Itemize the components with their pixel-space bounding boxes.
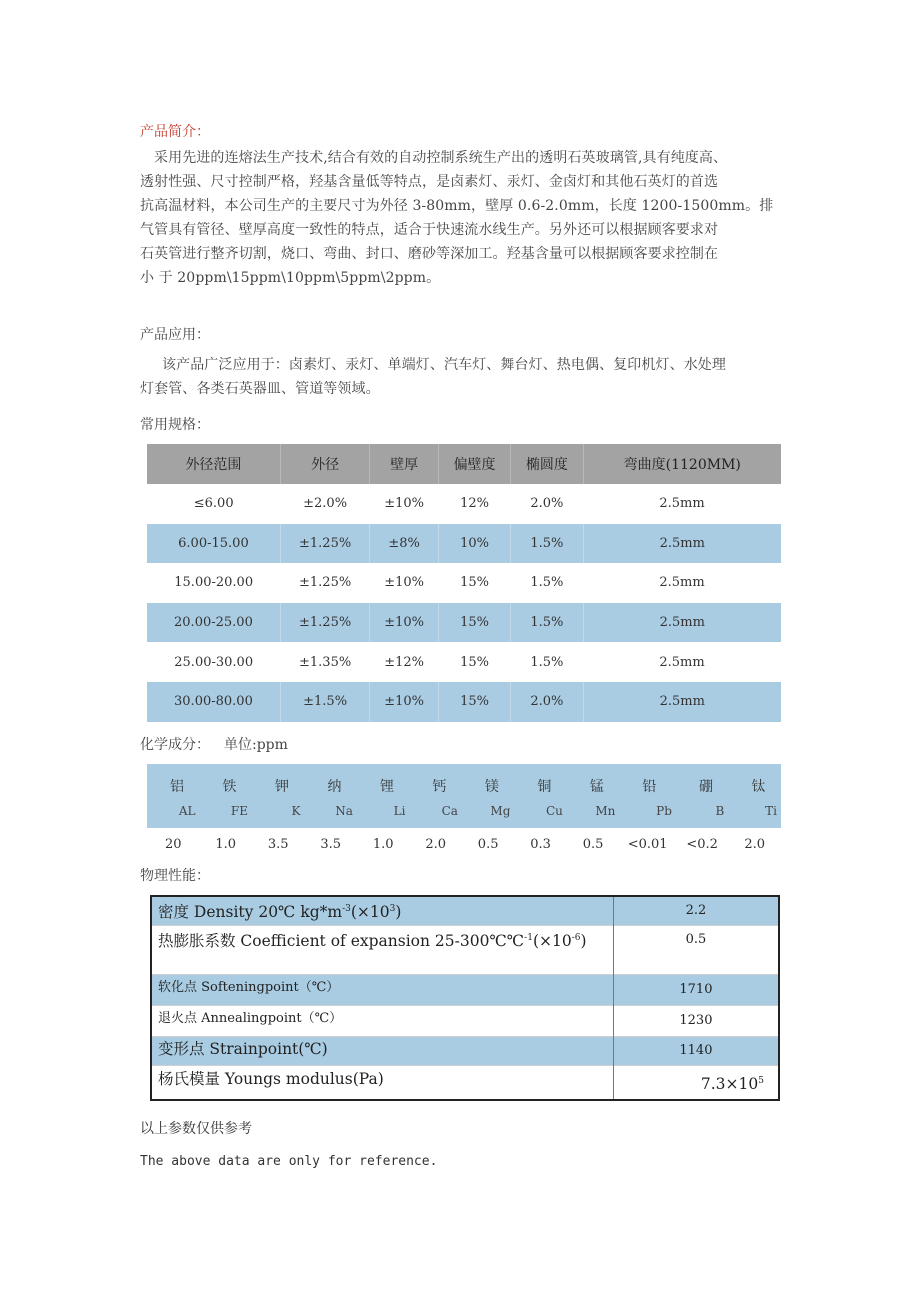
spec-header-cell: 壁厚 xyxy=(370,444,439,484)
phys-row xyxy=(151,896,779,926)
spec-cell: 2.5mm xyxy=(659,575,705,591)
phys-row xyxy=(151,1066,779,1101)
phys-label-text: 热膨胀系数 Coefficient of expansion 25-300℃℃ xyxy=(158,932,525,951)
phys-value: 1140 xyxy=(613,1037,779,1066)
application-title: 产品应用： xyxy=(140,327,210,343)
chem-header-cell xyxy=(252,764,304,828)
phys-row xyxy=(151,1006,779,1037)
phys-label-text: 密度 Density 20℃ kg*m xyxy=(158,903,343,922)
spec-header-cell: 外径 xyxy=(280,444,369,484)
chem-value-cell: 3.5 xyxy=(267,836,289,852)
element-cn: 钾 xyxy=(274,779,289,795)
intro-title: 产品简介： xyxy=(140,124,210,140)
intro-paragraph xyxy=(140,146,790,290)
phys-value xyxy=(613,1066,779,1101)
element-cn: 钛 xyxy=(751,779,766,795)
element-symbol: Pb xyxy=(656,804,672,818)
spec-table xyxy=(147,444,781,722)
spec-cell: 25.00-30.00 xyxy=(174,654,254,670)
phys-label-sup: -3 xyxy=(342,904,351,914)
spec-cell: 1.5% xyxy=(530,654,564,670)
spec-cell: 6.00-15.00 xyxy=(147,524,280,564)
spec-row xyxy=(147,603,781,643)
element-cn: 纳 xyxy=(327,779,342,795)
spec-header-cell: 椭圆度 xyxy=(511,444,583,484)
chem-header-row xyxy=(147,764,781,828)
phys-label: 退火点 Annealingpoint（℃） xyxy=(151,1006,613,1037)
spec-cell: 1.5% xyxy=(530,575,564,591)
chem-header-cell xyxy=(676,764,728,828)
chem-header-cell xyxy=(514,764,566,828)
phys-label-sup: 3 xyxy=(389,904,396,914)
phys-label-text: ) xyxy=(395,903,402,922)
element-symbol: K xyxy=(291,804,301,818)
spec-cell: ±10% xyxy=(384,496,425,512)
spec-header-cell: 外径范围 xyxy=(147,444,280,484)
chem-value-cell: 2.0 xyxy=(744,836,766,852)
element-cn: 镁 xyxy=(484,779,499,795)
spec-cell: 15.00-20.00 xyxy=(174,575,254,591)
phys-value: 0.5 xyxy=(613,926,779,975)
chem-value-cell: 1.0 xyxy=(372,836,394,852)
phys-value-sup: 5 xyxy=(758,1076,764,1086)
chem-header-cell xyxy=(728,764,781,828)
intro-line: 气管具有管径、壁厚高度一致性的特点，适合于快速流水线生产。另外还可以根据顾客要求对 xyxy=(140,222,719,238)
spec-row xyxy=(147,563,781,603)
spec-cell: 2.5mm xyxy=(583,682,781,722)
phys-label: 变形点 Strainpoint(℃) xyxy=(151,1037,613,1066)
chem-value-cell: 2.0 xyxy=(425,836,446,852)
application-line: 灯套管、各类石英器皿、管道等领域。 xyxy=(140,381,380,397)
spec-cell: ±1.35% xyxy=(299,654,352,670)
element-symbol: FE xyxy=(230,804,248,818)
phys-row xyxy=(151,975,779,1006)
element-cn: 钙 xyxy=(432,779,447,795)
chem-header-cell xyxy=(357,764,409,828)
phys-label xyxy=(151,926,613,975)
element-cn: 铁 xyxy=(222,779,237,795)
spec-cell: 2.5mm xyxy=(659,496,705,512)
spec-cell: ±2.0% xyxy=(303,496,348,512)
chem-value-cell: 1.0 xyxy=(215,836,237,852)
spec-cell: ±12% xyxy=(384,654,425,670)
element-cn: 锰 xyxy=(589,779,604,795)
chem-unit: 单位:ppm xyxy=(224,737,288,753)
spec-row xyxy=(147,484,781,524)
element-cn: 铝 xyxy=(170,779,184,795)
chem-title: 化学成分： xyxy=(140,737,210,753)
application-paragraph xyxy=(140,353,790,401)
spec-cell: 2.5mm xyxy=(659,654,705,670)
spec-cell: 1.5% xyxy=(511,603,583,643)
spec-cell: 15% xyxy=(460,575,490,591)
phys-title: 物理性能： xyxy=(140,868,210,884)
spec-row xyxy=(147,524,781,564)
spec-cell: 20.00-25.00 xyxy=(147,603,280,643)
phys-label-text: (×10 xyxy=(532,932,572,951)
spec-cell: ≤6.00 xyxy=(193,496,234,512)
spec-cell: 10% xyxy=(438,524,510,564)
chem-header-cell xyxy=(147,764,199,828)
spec-cell: ±1.25% xyxy=(280,524,369,564)
spec-cell: ±1.5% xyxy=(280,682,369,722)
phys-value: 1230 xyxy=(613,1006,779,1037)
spec-cell: 30.00-80.00 xyxy=(147,682,280,722)
phys-label-text: ) xyxy=(580,932,587,951)
chem-value-row xyxy=(147,828,781,858)
spec-cell: ±10% xyxy=(384,575,425,591)
phys-label: 软化点 Softeningpoint（℃） xyxy=(151,975,613,1006)
spec-cell: ±10% xyxy=(370,682,439,722)
intro-line: 石英管进行整齐切割，烧口、弯曲、封口、磨砂等深加工。羟基含量可以根据顾客要求控制在 xyxy=(140,246,719,262)
chem-value-cell: 0.5 xyxy=(582,836,604,852)
spec-row xyxy=(147,642,781,682)
phys-value: 1710 xyxy=(613,975,779,1006)
phys-table xyxy=(150,895,780,1101)
spec-cell: 2.5mm xyxy=(583,603,781,643)
phys-value: 2.2 xyxy=(613,896,779,926)
intro-line: 抗高温材料，本公司生产的主要尺寸为外径 3-80mm，壁厚 0.6-2.0mm，长度 1200-1500mm。排 xyxy=(140,198,774,214)
footer-cn: 以上参数仅供参考 xyxy=(140,1121,252,1137)
intro-line: 小 于 20ppm\15ppm\10ppm\5ppm\2ppm。 xyxy=(140,270,441,286)
spec-cell: 2.5mm xyxy=(583,524,781,564)
spec-cell: ±1.25% xyxy=(280,603,369,643)
spec-cell: 12% xyxy=(460,496,490,512)
element-symbol: Na xyxy=(335,804,353,818)
intro-line: 透射性强、尺寸控制严格，羟基含量低等特点，是卤素灯、汞灯、金卤灯和其他石英灯的首选 xyxy=(140,174,719,190)
chem-value-cell: 0.5 xyxy=(477,836,499,852)
chem-header-cell xyxy=(304,764,356,828)
element-symbol: Mn xyxy=(595,804,616,818)
chem-header-cell xyxy=(409,764,461,828)
phys-label-sup: -1 xyxy=(524,933,533,943)
element-symbol: Mg xyxy=(490,804,511,818)
footer-en: The above data are only for reference. xyxy=(140,1154,438,1169)
spec-cell: 15% xyxy=(438,603,510,643)
element-symbol: Ti xyxy=(765,804,777,818)
phys-row xyxy=(151,1037,779,1066)
phys-label xyxy=(151,896,613,926)
phys-value-text: 7.3×10 xyxy=(700,1075,759,1094)
chem-header-cell xyxy=(619,764,676,828)
element-symbol: B xyxy=(715,804,725,818)
spec-header-cell: 弯曲度(1120MM) xyxy=(583,444,781,484)
chem-header-cell xyxy=(462,764,514,828)
chem-value-cell: 20 xyxy=(164,836,182,852)
spec-cell: 15% xyxy=(438,682,510,722)
spec-cell: 2.0% xyxy=(530,496,564,512)
spec-cell: 1.5% xyxy=(511,524,583,564)
spec-header-row xyxy=(147,444,781,484)
element-symbol: Ca xyxy=(441,804,458,818)
element-cn: 锂 xyxy=(379,779,394,795)
spec-cell: ±1.25% xyxy=(299,575,352,591)
chem-value-cell: <0.01 xyxy=(627,836,668,852)
application-line: 该产品广泛应用于：卤素灯、汞灯、单端灯、汽车灯、舞台灯、热电偶、复印机灯、水处理 xyxy=(162,357,726,373)
chem-value-cell: 0.3 xyxy=(530,836,551,852)
element-symbol: Li xyxy=(393,804,406,818)
chem-value-cell: 3.5 xyxy=(320,836,342,852)
spec-cell: ±8% xyxy=(370,524,439,564)
element-symbol: AL xyxy=(178,804,196,818)
chem-header-cell xyxy=(567,764,619,828)
spec-cell: 2.0% xyxy=(511,682,583,722)
element-cn: 硼 xyxy=(698,779,713,795)
chem-value-cell: <0.2 xyxy=(686,836,718,852)
phys-label-text: (×10 xyxy=(350,903,390,922)
spec-cell: ±10% xyxy=(370,603,439,643)
spec-title: 常用规格： xyxy=(140,417,210,433)
intro-line: 采用先进的连熔法生产技术,结合有效的自动控制系统生产出的透明石英玻璃管,具有纯度高、 xyxy=(154,150,728,166)
element-symbol: Cu xyxy=(545,804,563,818)
phys-row xyxy=(151,926,779,975)
spec-cell: 15% xyxy=(460,654,490,670)
phys-label-sup: -6 xyxy=(571,933,581,943)
chem-table xyxy=(147,764,781,858)
spec-header-cell: 偏壁度 xyxy=(438,444,510,484)
spec-row xyxy=(147,682,781,722)
chem-header-cell xyxy=(199,764,251,828)
element-cn: 铅 xyxy=(642,779,657,795)
phys-label: 杨氏模量 Youngs modulus(Pa) xyxy=(151,1066,613,1101)
element-cn: 铜 xyxy=(537,779,552,795)
